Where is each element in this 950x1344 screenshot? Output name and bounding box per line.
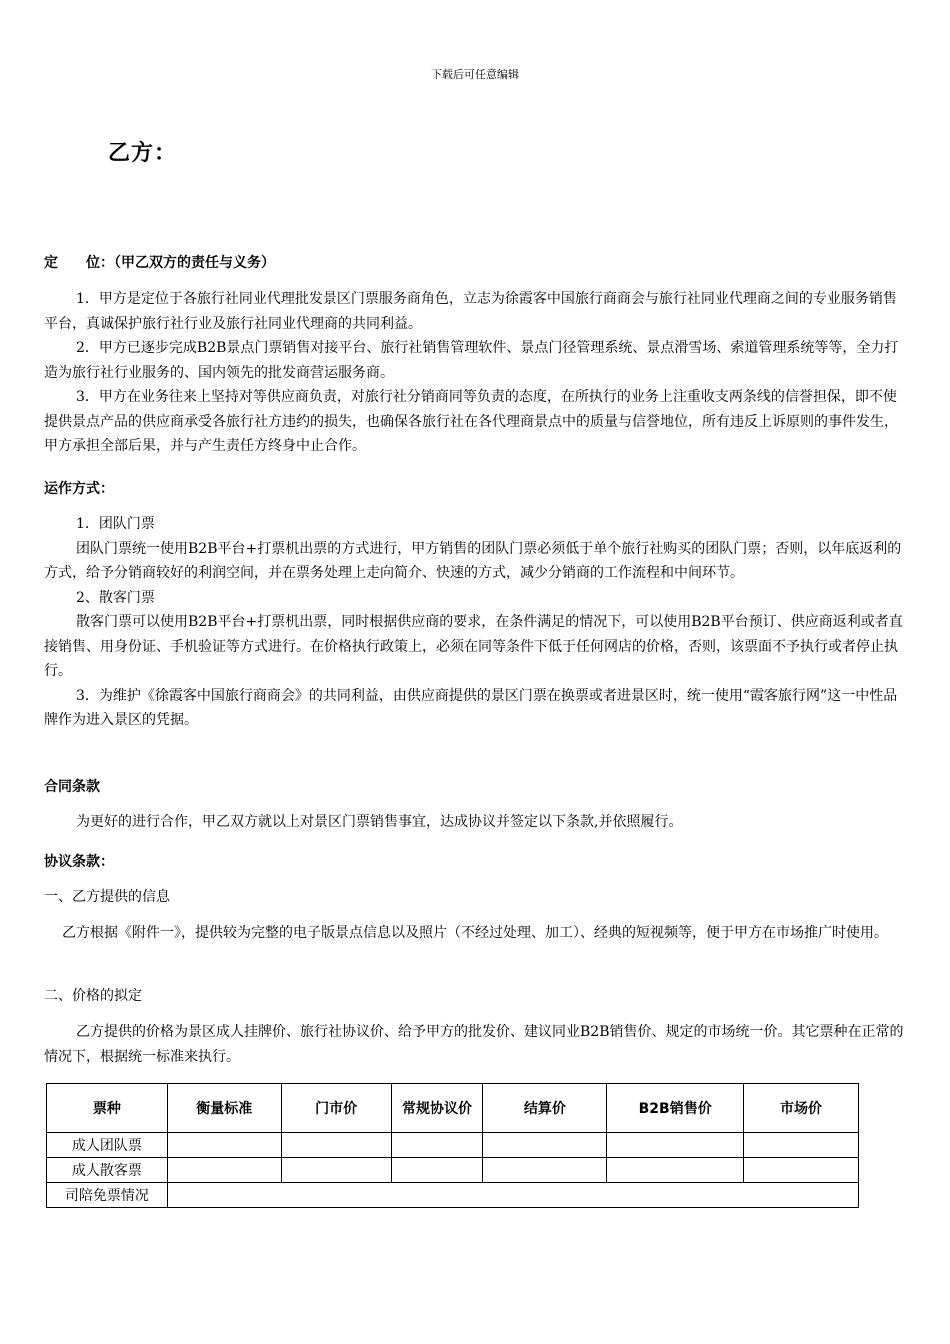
table-header: B2B销售价 bbox=[607, 1084, 744, 1133]
table-header: 常规协议价 bbox=[391, 1084, 483, 1133]
table-cell bbox=[744, 1133, 859, 1158]
table-header: 门市价 bbox=[281, 1084, 391, 1133]
table-cell-merged bbox=[167, 1183, 858, 1208]
contract-text bbox=[44, 810, 910, 835]
contract-text-line: 为更好的进行合作，甲乙双方就以上对景区门票销售事宜，达成协议并签定以下条款,并依照履行。 bbox=[76, 814, 683, 830]
price-item-body bbox=[44, 1020, 910, 1069]
table-header: 票种 bbox=[47, 1084, 168, 1133]
price-item-text: 乙方提供的价格为景区成人挂牌价、旅行社协议价、给予甲方的批发价、建议同业B2B销售价、规定的市场统一价。其它票种在正常的情况下，根据统一标准来执行。 bbox=[44, 1024, 904, 1065]
row-label: 司陪免票情况 bbox=[47, 1183, 168, 1208]
table-cell bbox=[167, 1158, 281, 1183]
table-header: 衡量标准 bbox=[167, 1084, 281, 1133]
table-row bbox=[47, 1158, 859, 1183]
operation-heading: 运作方式： bbox=[44, 481, 114, 497]
position-items bbox=[44, 287, 910, 459]
table-cell bbox=[281, 1158, 391, 1183]
table-cell bbox=[607, 1158, 744, 1183]
individual-ticket-text: 散客门票可以使用B2B平台+打票机出票，同时根据供应商的要求，在条件满足的情况下，可以使用B2B平台预订、供应商返利或者直接销售、用身份证、手机验证等方式进行。在价格执行政策上，必须在同等条件下低于任何网店的价格，否则，该票面不予执行或者停止执行。 bbox=[44, 614, 903, 679]
table-header: 结算价 bbox=[483, 1084, 607, 1133]
table-cell bbox=[167, 1133, 281, 1158]
agreement-heading: 协议条款： bbox=[44, 854, 114, 870]
position-item-3: 3．甲方在业务往来上坚持对等供应商负责，对旅行社分销商同等负责的态度，在所执行的业务上注重收支两条线的信誉担保，即不使提供景点产品的供应商承受各旅行社方违约的损失，也确保各旅行社在各代理商景点中的质量与信誉地位，所有违反上诉原则的事件发生，甲方承担全部后果，并与产生责任方终身中止合作。 bbox=[44, 389, 898, 454]
table-cell bbox=[483, 1133, 607, 1158]
table-cell bbox=[281, 1133, 391, 1158]
price-item-title: 二、价格的拟定 bbox=[44, 988, 142, 1004]
table-cell bbox=[483, 1158, 607, 1183]
info-item-text: 乙方根据《附件一》，提供较为完整的电子版景点信息以及照片（不经过处理、加工）、经典的短视频等，便于甲方在市场推广时使用。 bbox=[62, 925, 888, 941]
party-b-label: 乙方： bbox=[108, 141, 178, 166]
operation-body bbox=[44, 512, 910, 733]
individual-ticket-title: 2、散客门票 bbox=[76, 589, 155, 606]
price-table bbox=[46, 1083, 859, 1208]
table-cell bbox=[607, 1133, 744, 1158]
row-label: 成人散客票 bbox=[47, 1158, 168, 1183]
position-heading: 定 位：（甲乙双方的责任与义务） bbox=[44, 255, 275, 271]
position-item-1: 1．甲方是定位于各旅行社同业代理批发景区门票服务商角色，立志为徐霞客中国旅行商商会与旅行社同业代理商之间的专业服务销售平台，真诚保护旅行社行业及旅行社同业代理商的共同利益。 bbox=[44, 291, 897, 332]
contract-heading: 合同条款 bbox=[44, 779, 100, 795]
table-cell bbox=[391, 1133, 483, 1158]
group-ticket-title: 1．团队门票 bbox=[76, 516, 155, 532]
position-item-2: 2．甲方已逐步完成B2B景点门票销售对接平台、旅行社销售管理软件、景点门径管理系统、景点滑雪场、索道管理系统等等，全力打造为旅行社行业服务的、国内领先的批发商营运服务商。 bbox=[44, 340, 899, 381]
table-header: 市场价 bbox=[744, 1084, 859, 1133]
info-item-title: 一、乙方提供的信息 bbox=[44, 889, 170, 905]
table-row bbox=[47, 1183, 859, 1208]
table-cell bbox=[744, 1158, 859, 1183]
group-ticket-text: 团队门票统一使用B2B平台+打票机出票的方式进行，甲方销售的团队门票必须低于单个旅行社购买的团队门票；否则，以年底返利的方式，给予分销商较好的利润空间，并在票务处理上走向简介、快速的方式，减少分销商的工作流程和中间环节。 bbox=[44, 540, 902, 581]
info-item-body bbox=[44, 921, 910, 946]
table-row bbox=[47, 1133, 859, 1158]
row-label: 成人团队票 bbox=[47, 1133, 168, 1158]
brand-text: 3．为维护《徐霞客中国旅行商商会》的共同利益，由供应商提供的景区门票在换票或者进景区时，统一使用“霞客旅行网”这一中性品牌作为进入景区的凭据。 bbox=[44, 687, 898, 728]
price-table-header-row bbox=[47, 1084, 859, 1133]
page-header: 下载后可任意编辑 bbox=[431, 68, 519, 81]
table-cell bbox=[391, 1158, 483, 1183]
